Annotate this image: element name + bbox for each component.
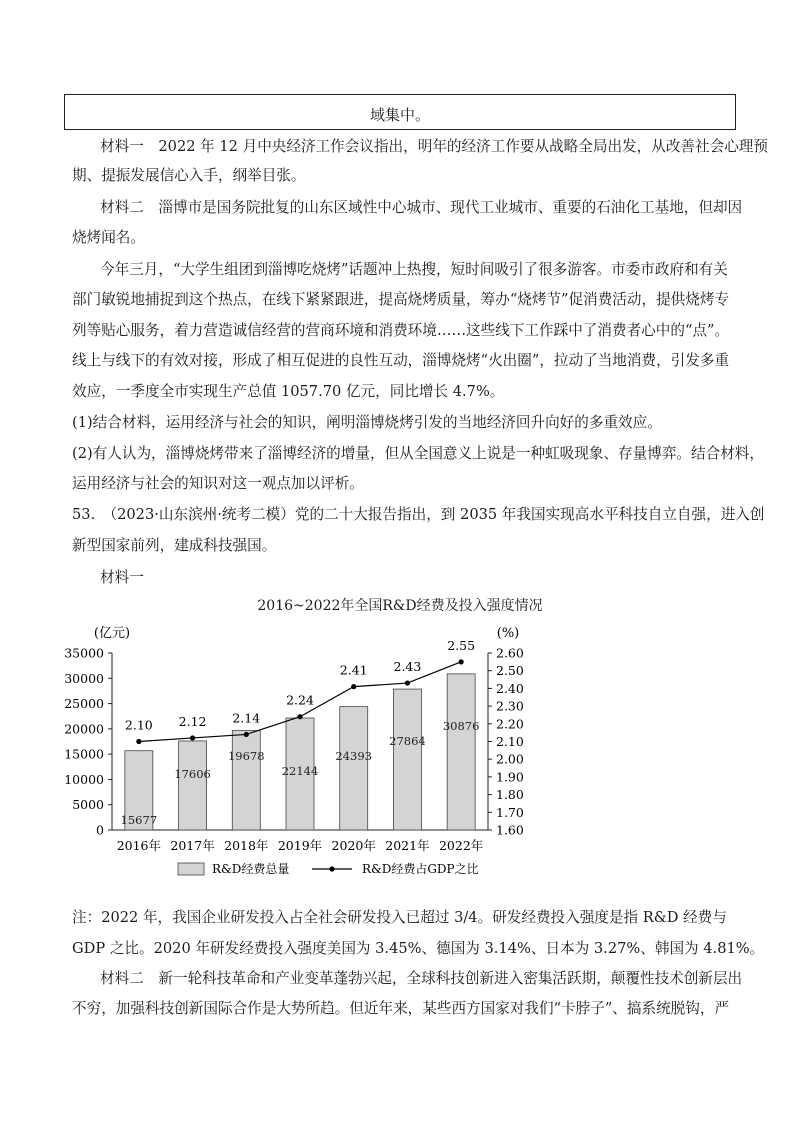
paragraph-line-3: 列等贴心服务，着力营造诚信经营的营商环境和消费环境……这些线下工作踩中了消费者心中的“点”。 <box>72 322 730 339</box>
right-axis-unit: (%) <box>496 626 520 641</box>
left-axis-unit: (亿元) <box>93 626 131 641</box>
bar-value-label-2: 19678 <box>227 749 265 763</box>
x-tick-label-0: 2016年 <box>116 838 162 853</box>
question-2-line-1: (2)有人认为，淄博烧烤带来了淄博经济的增量，但从全国意义上说是一种虹吸现象、存量博弈。结合材料， <box>72 445 764 462</box>
bar-2017年 <box>179 741 207 830</box>
question-1: (1)结合材料，运用经济与社会的知识，阐明淄博烧烤引发的当地经济回升向好的多重效应。 <box>72 414 662 431</box>
bar-value-label-3: 22144 <box>281 764 319 778</box>
material-1-text-line-1: 材料一 2022 年 12 月中央经济工作会议指出，明年的经济工作要从战略全局出发，从改善社会心理预 <box>100 138 768 155</box>
line-point-6 <box>459 659 464 664</box>
material-2-text-line-2: 烧烤闻名。 <box>72 229 145 246</box>
line-point-4 <box>351 684 356 689</box>
left-tick-label-3: 15000 <box>64 746 104 762</box>
right-tick-label-1: 1.70 <box>496 804 524 820</box>
legend-line-marker <box>329 866 334 871</box>
right-tick-label-4: 2.00 <box>496 751 524 767</box>
paragraph-line-2: 部门敏锐地捕捉到这个热点，在线下紧紧跟进，提高烧烤质量，筹办“烧烤节”促消费活动，提供烧烤专 <box>72 291 730 308</box>
right-tick-label-7: 2.30 <box>496 698 524 714</box>
paragraph-line-4: 线上与线下的有效对接，形成了相互促进的良性互动，淄博烧烤“火出圈”，拉动了当地消费，引发多重 <box>72 352 730 369</box>
chart-title: 2016~2022年全国R&D经费及投入强度情况 <box>257 598 543 614</box>
rd-chart <box>0 615 800 915</box>
box-text: 域集中。 <box>369 106 430 124</box>
left-tick-label-1: 5000 <box>72 797 104 813</box>
x-tick-label-3: 2019年 <box>277 838 323 853</box>
left-tick-label-7: 35000 <box>64 645 104 661</box>
line-point-0 <box>136 739 141 744</box>
x-tick-label-6: 2022年 <box>438 838 484 853</box>
material-2-text-line-1: 材料二 淄博市是国务院批复的山东区域性中心城市、现代工业城市、重要的石油化工基地，但却因 <box>100 199 743 216</box>
note-line-1: 注：2022 年，我国企业研发投入占全社会研发投入已超过 3/4。研发经费投入强度是指 R&D 经费与 <box>72 909 727 926</box>
line-point-1 <box>190 735 195 740</box>
question-2-line-2: 运用经济与社会的知识对这一观点加以评析。 <box>72 475 364 492</box>
left-tick-label-5: 25000 <box>64 696 104 712</box>
line-point-2 <box>244 732 249 737</box>
line-point-3 <box>297 714 302 719</box>
line-value-label-4: 2.41 <box>339 662 368 678</box>
note-line-2: GDP 之比。2020 年研发经费投入强度美国为 3.45%、德国为 3.14%、日本为 3.27%、韩国为 4.81%。 <box>72 940 765 957</box>
line-value-label-0: 2.10 <box>124 717 153 733</box>
x-tick-label-2: 2018年 <box>224 838 269 853</box>
material-1-label: 材料一 <box>100 569 144 586</box>
question-53-line-2: 新型国家前列，建成科技强国。 <box>72 537 277 554</box>
left-tick-label-0: 0 <box>96 822 104 838</box>
right-tick-label-9: 2.50 <box>496 663 524 679</box>
continuation-box <box>64 94 736 130</box>
paragraph-line-5: 效应，一季度全市实现生产总值 1057.70 亿元，同比增长 4.7%。 <box>72 383 505 400</box>
bar-2020年 <box>340 707 368 830</box>
legend-bar-label: R&D经费总量 <box>212 862 290 876</box>
material-1-text-line-2: 期、提振发展信心入手，纲举目张。 <box>72 167 306 184</box>
line-value-label-2: 2.14 <box>232 710 261 726</box>
left-tick-label-6: 30000 <box>64 670 104 686</box>
bar-value-label-4: 24393 <box>335 749 373 763</box>
right-tick-label-6: 2.20 <box>496 716 524 732</box>
legend-bar-swatch <box>178 863 204 875</box>
x-tick-label-1: 2017年 <box>170 838 215 853</box>
bar-value-label-5: 27864 <box>389 734 426 748</box>
right-tick-label-5: 2.10 <box>496 734 524 749</box>
bar-2022年 <box>447 674 475 830</box>
material-2b-line-2: 不穷，加强科技创新国际合作是大势所趋。但近年来，某些西方国家对我们“卡脖子”、搞系统脱钩，严 <box>72 1000 730 1017</box>
question-53-line-1: 53. （2023·山东滨州·统考二模）党的二十大报告指出，到 2035 年我国实现高水平科技自立自强，进入创 <box>72 506 765 523</box>
line-point-5 <box>405 680 410 685</box>
line-value-label-6: 2.55 <box>447 637 476 653</box>
bar-value-label-0: 15677 <box>120 813 158 827</box>
right-tick-label-10: 2.60 <box>496 645 524 661</box>
x-tick-label-4: 2020年 <box>331 838 376 853</box>
left-tick-label-2: 10000 <box>64 771 104 787</box>
bar-value-label-1: 17606 <box>174 767 211 781</box>
paragraph-line-1: 今年三月，“大学生组团到淄博吃烧烤”话题冲上热搜，短时间吸引了很多游客。市委市政府和有关 <box>100 261 728 278</box>
right-tick-label-0: 1.60 <box>496 822 524 838</box>
line-value-label-1: 2.12 <box>178 713 207 729</box>
material-2b-line-1: 材料二 新一轮科技革命和产业变革蓬勃兴起，全球科技创新进入密集活跃期，颠覆性技术创新层出 <box>100 970 743 987</box>
right-tick-label-8: 2.40 <box>496 680 524 696</box>
right-tick-label-3: 1.90 <box>496 769 524 785</box>
line-value-label-3: 2.24 <box>286 692 314 708</box>
x-tick-label-5: 2021年 <box>385 838 430 853</box>
right-tick-label-2: 1.80 <box>496 787 524 803</box>
left-tick-label-4: 20000 <box>64 721 104 737</box>
line-value-label-5: 2.43 <box>393 659 422 675</box>
bar-2021年 <box>393 689 421 830</box>
bar-2018年 <box>232 730 260 830</box>
bar-value-label-6: 30876 <box>442 719 480 733</box>
legend-line-label: R&D经费占GDP之比 <box>362 862 479 876</box>
